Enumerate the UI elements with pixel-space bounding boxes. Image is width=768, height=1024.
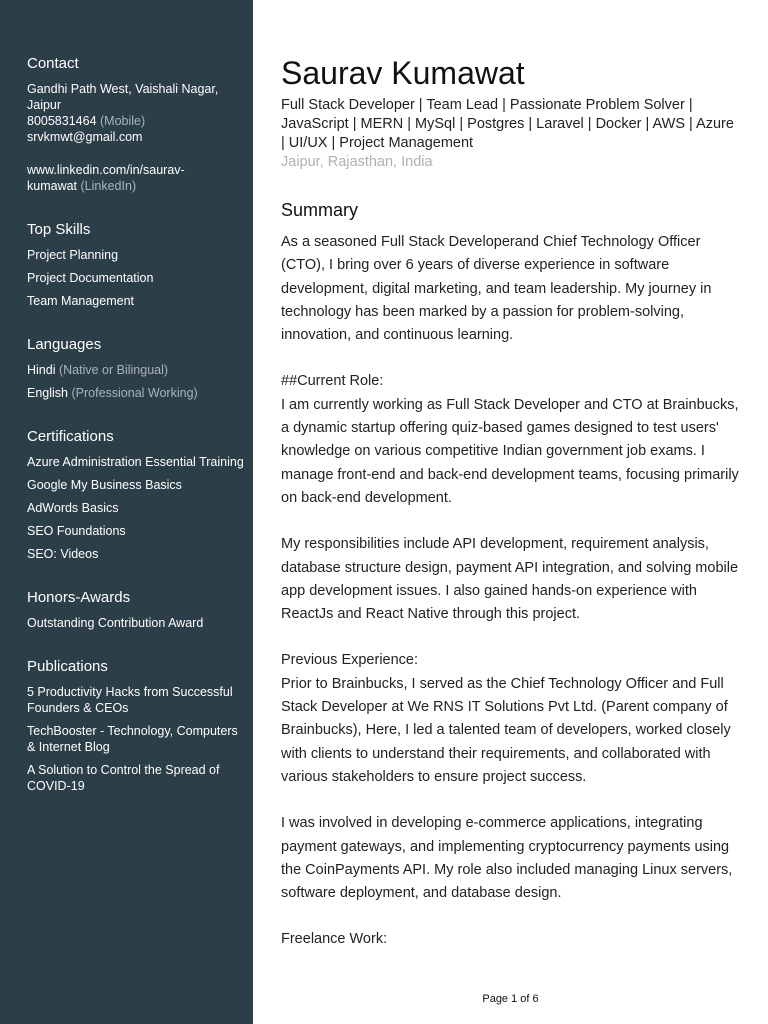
phone-type: (Mobile) [100, 114, 146, 128]
publications-heading: Publications [27, 658, 108, 675]
contact-heading: Contact [27, 55, 79, 72]
summary-paragraph: My responsibilities include API development, requirement analysis, database structure design, payment API integration, and solving mobile app development issues. I also gained hands-on experience with ReactJs and React Native through this project. [281, 536, 739, 623]
address-line-2: Jaipur [27, 98, 62, 112]
certifications-section [27, 427, 249, 562]
skills-heading: Top Skills [27, 221, 91, 238]
phone-number: 8005831464 [27, 114, 97, 128]
linkedin-url-line-2[interactable]: kumawat [27, 179, 78, 193]
skill-item: Project Documentation [27, 271, 154, 285]
summary-heading: Summary [281, 200, 359, 220]
profile-headline: Full Stack Developer | Team Lead | Passionate Problem Solver | JavaScript | MERN | MySql | Postgres | Laravel | Docker | AWS | Azure | UI/UX | Project Management [281, 97, 734, 151]
linkedin-url-line-1[interactable]: www.linkedin.com/in/saurav- [27, 163, 185, 177]
certification-item: SEO: Videos [27, 547, 99, 561]
summary-paragraph: I was involved in developing e-commerce applications, integrating payment gateways, and implementing cryptocurrency payments using the CoinPayments API. My role also included managing Linux servers, software deployment, and database design. [281, 815, 733, 902]
address-line-1: Gandhi Path West, Vaishali Nagar, [27, 82, 219, 96]
honor-item: Outstanding Contribution Award [27, 616, 204, 630]
honors-section [27, 588, 249, 631]
profile-location: Jaipur, Rajasthan, India [281, 154, 433, 170]
publication-item[interactable]: 5 Productivity Hacks from Successful Founders & CEOs [27, 685, 233, 715]
language-name: Hindi [27, 363, 56, 377]
skill-item: Team Management [27, 294, 135, 308]
contact-spacer [27, 145, 249, 162]
linkedin-link[interactable] [27, 162, 249, 194]
sidebar [0, 0, 253, 1024]
skills-section [27, 220, 249, 309]
summary-paragraph: As a seasoned Full Stack Developerand Chief Technology Officer (CTO), I bring over 6 years of diverse experience in software development, digital marketing, and team leadership. My journey in technology has been marked by a passion for problem-solving, innovation, and continuous learning. [281, 234, 712, 344]
certification-item: SEO Foundations [27, 524, 126, 538]
phone-row [27, 113, 249, 129]
certification-item: Google My Business Basics [27, 478, 182, 492]
publication-item[interactable]: A Solution to Control the Spread of COVID-19 [27, 763, 220, 793]
page-number: Page 1 of 6 [482, 993, 539, 1005]
language-name: English [27, 386, 68, 400]
languages-section [27, 335, 249, 401]
section-label-current-role: ##Current Role: [281, 373, 384, 390]
section-label-previous-experience: Previous Experience: [281, 652, 419, 669]
languages-heading: Languages [27, 336, 102, 353]
summary-paragraph: Prior to Brainbucks, I served as the Chief Technology Officer and Full Stack Developer at We RNS IT Solutions Pvt Ltd. (Parent company of Brainbucks), Here, I led a talented team of developers, worked closely with clients to understand their requirements, and collaborated with various stakeholders to ensure project success. [281, 675, 731, 785]
publication-item[interactable]: TechBooster - Technology, Computers & Internet Blog [27, 724, 238, 754]
main-content [281, 54, 741, 952]
skill-item: Project Planning [27, 248, 119, 262]
certification-item: AdWords Basics [27, 501, 119, 515]
language-item [27, 362, 249, 378]
summary-paragraph: I am currently working as Full Stack Developer and CTO at Brainbucks, a dynamic startup offering quiz-based games designed to test users' knowledge on various competitive Indian government job exams. I manage front-end and back-end development teams, focusing primarily on back-end development. [281, 396, 739, 506]
certifications-heading: Certifications [27, 428, 114, 445]
contact-section [27, 54, 249, 194]
certification-item: Azure Administration Essential Training [27, 455, 244, 469]
language-level: (Professional Working) [71, 386, 198, 400]
email-link[interactable]: srvkmwt@gmail.com [27, 130, 143, 144]
section-label-freelance-work: Freelance Work: [281, 931, 388, 948]
sidebar-content [27, 54, 249, 814]
linkedin-type: (LinkedIn) [80, 179, 137, 193]
profile-name: Saurav Kumawat [281, 55, 525, 91]
honors-heading: Honors-Awards [27, 589, 131, 606]
language-item [27, 385, 249, 401]
language-level: (Native or Bilingual) [58, 363, 169, 377]
publications-section [27, 657, 249, 794]
